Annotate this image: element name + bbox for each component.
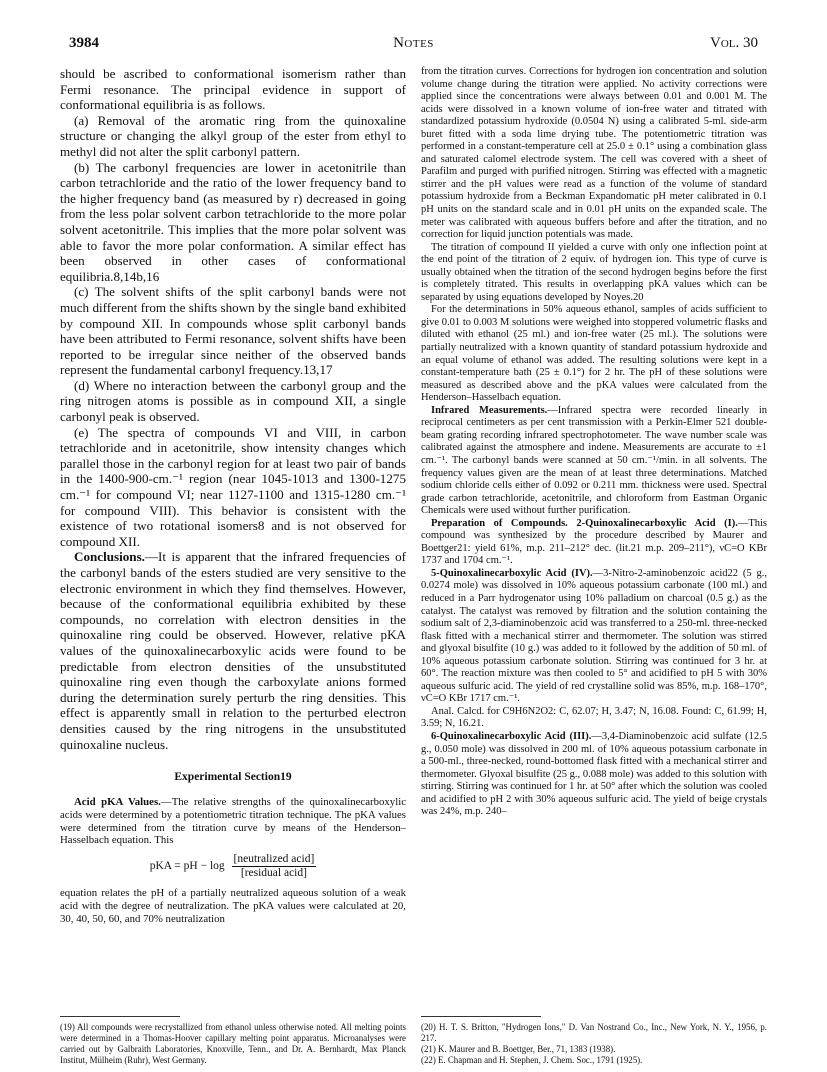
run-in-heading: 5-Quinoxalinecarboxylic Acid (IV). (431, 567, 593, 579)
paragraph-text: —Infrared spectra were recorded linearly in reciprocal centimeters as per cent transmission with a Perkin-Elmer 521 double-beam grating recording infrared spectrophotometer. The wave number scale was calibrated against the atmosphere and indene. Measurements are accurate to ±1 cm.⁻¹. The carbonyl bands were scanned at 50 cm.⁻¹/min. in all solvents. The frequency values given are the mean of at least three determinations. Matched sodium chloride cells either of 0.092 or 0.211 mm. thickness were used. Spectral grade carbon tetrachloride, acetonitrile, and chloroform from Eastman Organic Chemicals were used without further purification. (421, 404, 767, 517)
running-header (69, 35, 758, 55)
section-heading: Experimental Section19 (174, 771, 292, 784)
paragraph: For the determinations in 50% aqueous ethanol, samples of acids sufficient to give 0.01 to 0.003 M solutions were weighed into stoppered volumetric flasks and diluted with ethanol (25 ml.) and ion-free water (25 ml.). The solutions were partially neutralized with a known quantity of standard potassium hydroxide and an equal volume of ethanol was added. The resulting solutions were kept in a constant-temperature bath (25 ± 0.1°) for 2 hr. The pH of these solutions were measured as described above and the pKA values were calculated from the Henderson–Hasselbach equation. (421, 304, 767, 404)
paragraph: The titration of compound II yielded a curve with only one inflection point at the end point of the titration of 2 equiv. of hydrogen ion. This type of curve is usually obtained when the titration of the second hydrogen begins before the first is completely titrated. This results in overlapping pKA values which can be separated by using equations developed by Noyes.20 (421, 241, 767, 303)
equation-fraction (232, 853, 317, 880)
paragraph-text: —3-Nitro-2-aminobenzoic acid22 (5 g., 0.0274 mole) was dissolved in 10% aqueous potassium carbonate (100 ml.) and reduced in a Parr hydrogenator using 10% palladium on charcoal (0.5 g.) as the catalyst. The catalyst was removed by filtration and the solution containing the sodium salt of 2,3-diaminobenzoic acid was transferred to a 250-ml. three-necked flask fitted with a mechanical stirrer and thermometer. The solution was stirred and glyoxal bisulfite (10 g.) was added to it followed by the addition of 50 ml. of 10% aqueous potassium carbonate solution. Stirring was continued for 3 hr. at 60°. The reaction mixture was then cooled to 5° and acidified to pH 5 with 30% aqueous sulfuric acid. The yield of red crystalline solid was 85%, m.p. 168–170°, νC=O KBr 1717 cm.⁻¹. (421, 567, 767, 705)
footnote-divider (421, 1016, 541, 1017)
paragraph (421, 405, 767, 518)
run-in-heading: 6-Quinoxalinecarboxylic Acid (III). (431, 730, 592, 742)
paragraph: (c) The solvent shifts of the split carbonyl bands were not much different from the shifts shown by the single band exhibited by compound XII. In compounds whose split carbonyl bands have been attributed to Fermi resonance, solvent shifts have been reported to be irregular since neither of the observed bands represent the fundamental carbonyl frequency.13,17 (60, 284, 406, 378)
run-in-heading: Preparation of Compounds. 2-Quinoxalinecarboxylic Acid (I). (431, 517, 738, 529)
paragraph: Anal. Calcd. for C9H6N2O2: C, 62.07; H, 3.47; N, 16.08. Found: C, 61.99; H, 3.59; N, 16.21. (421, 705, 767, 730)
paragraph: (d) Where no interaction between the carbonyl group and the ring nitrogen atoms is possible as in compound XII, a single carbonyl peak is observed. (60, 377, 406, 425)
footnotes-right (421, 1022, 767, 1066)
paragraph: should be ascribed to conformational isomerism rather than Fermi resonance. The principal evidence in support of conformational equilibria is as follows. (60, 66, 406, 113)
equation-lhs: pKA = pH − log (149, 860, 225, 873)
footnote: (20) H. T. S. Britton, "Hydrogen Ions," D. Van Nostrand Co., Inc., New York, N. Y., 1956, p. 217. (421, 1022, 767, 1043)
paragraph (421, 731, 767, 819)
paragraph-text: —3,4-Diaminobenzoic acid sulfate (12.5 g., 0.050 mole) was dissolved in 200 ml. of 10% aqueous potassium carbonate in a 500-ml., three-necked, round-bottomed flask fitted with a mechanical stirrer and thermometer. Glyoxal bisulfite (25 g., 0.088 mole) was added to this solution with stirring. Stirring was continued for 1 hr. at 50° after which the solution was cooled and acidified to pH 2 with 30% aqueous sulfuric acid. The yield of beige crystals was 24%, m.p. 240– (421, 730, 767, 818)
paragraph: equation relates the pH of a partially neutralized aqueous solution of a weak acid with the degree of neutralization. The pKA values were calculated at 20, 30, 40, 50, 60, and 70% neutralization (60, 887, 406, 926)
left-column (60, 66, 406, 926)
footnote-divider (60, 1016, 180, 1017)
footnote: (19) All compounds were recrystallized from ethanol unless otherwise noted. All melting points were determined in a Thomas-Hoover capillary melting point apparatus. Microanalyses were carried out by Galbraith Laboratories, Knoxville, Tenn., and Dr. A. Bernhardt, Max Planck Institut, Mülheim (Ruhr), West Germany. (60, 1022, 406, 1065)
paragraph: (a) Removal of the aromatic ring from the quinoxaline structure or changing the alkyl group of the ester from ethyl to methyl did not alter the split carbonyl pattern. (60, 112, 406, 159)
footnotes-left (60, 1022, 406, 1066)
paragraph (60, 796, 406, 848)
paragraph-text: —It is apparent that the infrared frequencies of the carbonyl bands of the esters studied are very sensitive to the electronic environment in which they find themselves. However, because of the conformational equilibria exhibited by these compounds, no correlation with electron densities in the quinoxaline ring could be observed. However, relative pKA values of the quinoxalinecarboxylic acids were found to be predictable from electron densities of the unsubstituted quinoxaline ring even though the carboxylate anions formed during the determination surely perturb the ring densities. This effect is apparently small in relation to the perturbed electron densities caused by the ring nitrogens in the unsubstituted quinoxaline nucleus. (60, 549, 406, 752)
run-in-heading: Conclusions. (74, 549, 145, 565)
volume-label: Vol. 30 (710, 35, 758, 51)
paragraph-text: —This compound was synthesized by the procedure described by Maurer and Boettger21: yield 61%, m.p. 211–212° dec. (lit.21 m.p. 209–211°), νC=O KBr 1737 and 1704 cm.⁻¹. (421, 517, 767, 567)
page-number: 3984 (69, 35, 99, 51)
paragraph: (b) The carbonyl frequencies are lower in acetonitrile than carbon tetrachloride and the ratio of the lower frequency band to the higher frequency band (as measured by r) decreased in going from the less polar solvent carbon tetrachloride to the more polar solvent acetonitrile. This implies that the more polar solvent was able to favor the more polar conformation. A similar effect has been observed in other cases of conformational equilibria.8,14b,16 (60, 159, 406, 284)
equation (60, 853, 406, 880)
paragraph (421, 518, 767, 568)
run-in-heading: Infrared Measurements. (431, 404, 548, 416)
paragraph: from the titration curves. Corrections for hydrogen ion concentration and solution volume change during the titration were applied. No activity corrections were applied since the concentrations were always between 0.01 and 0.001 M. The acids were dissolved in a known volume of ion-free water and titrated with standardized potassium hydroxide (0.0504 N) using a calibrated 5-ml. side-arm buret fitted with a soda lime drying tube. The potentiometric titration was performed in a constant-temperature cell at 25.0 ± 0.1° using a combination glass and saturated calomel electrode system. The cell was covered with a sheet of Parafilm and purged with purified nitrogen. Stirring was effected with a magnetic stirrer and the pH values were read as a function of the volume of standard potassium hydroxide from a Beckman Expandomatic pH meter calibrated in 0.1 pH units on the standard scale and in 0.01 pH units on the expanded scale. The meter was calibrated with aqueous buffers before and after the titration, and no correction for liquid junction potentials was made. (421, 66, 767, 241)
paragraph (60, 549, 406, 752)
paragraph: (e) The spectra of compounds VI and VIII, in carbon tetrachloride and in acetonitrile, show intensity changes which parallel those in the carbonyl region for at least two pair of bands in the 1400-900-cm.⁻¹ region (near 1045-1013 and 1300-1275 cm.⁻¹ for compound VI; near 1127-1100 and 1315-1280 cm.⁻¹ for compound VIII). This behavior is consistent with the existence of two rotational isomers8 and is not observed for compound XII. (60, 424, 406, 549)
equation-denominator: [residual acid] (240, 867, 307, 880)
equation-numerator: [neutralized acid] (233, 853, 315, 866)
paragraph (421, 568, 767, 706)
section-title: Notes (393, 35, 434, 51)
paragraph-text: —The relative strengths of the quinoxalinecarboxylic acids were determined by a potentiometric titration technique. The pKA values were determined from the titration curve by means of the Henderson–Hasselbach equation. This (60, 795, 406, 847)
footnote: (21) K. Maurer and B. Boettger, Ber., 71, 1383 (1938). (421, 1044, 616, 1054)
right-column (421, 66, 767, 819)
experimental-block (60, 796, 406, 926)
run-in-heading: Acid pKA Values. (74, 795, 161, 808)
footnote: (22) E. Chapman and H. Stephen, J. Chem. Soc., 1791 (1925). (421, 1055, 643, 1065)
